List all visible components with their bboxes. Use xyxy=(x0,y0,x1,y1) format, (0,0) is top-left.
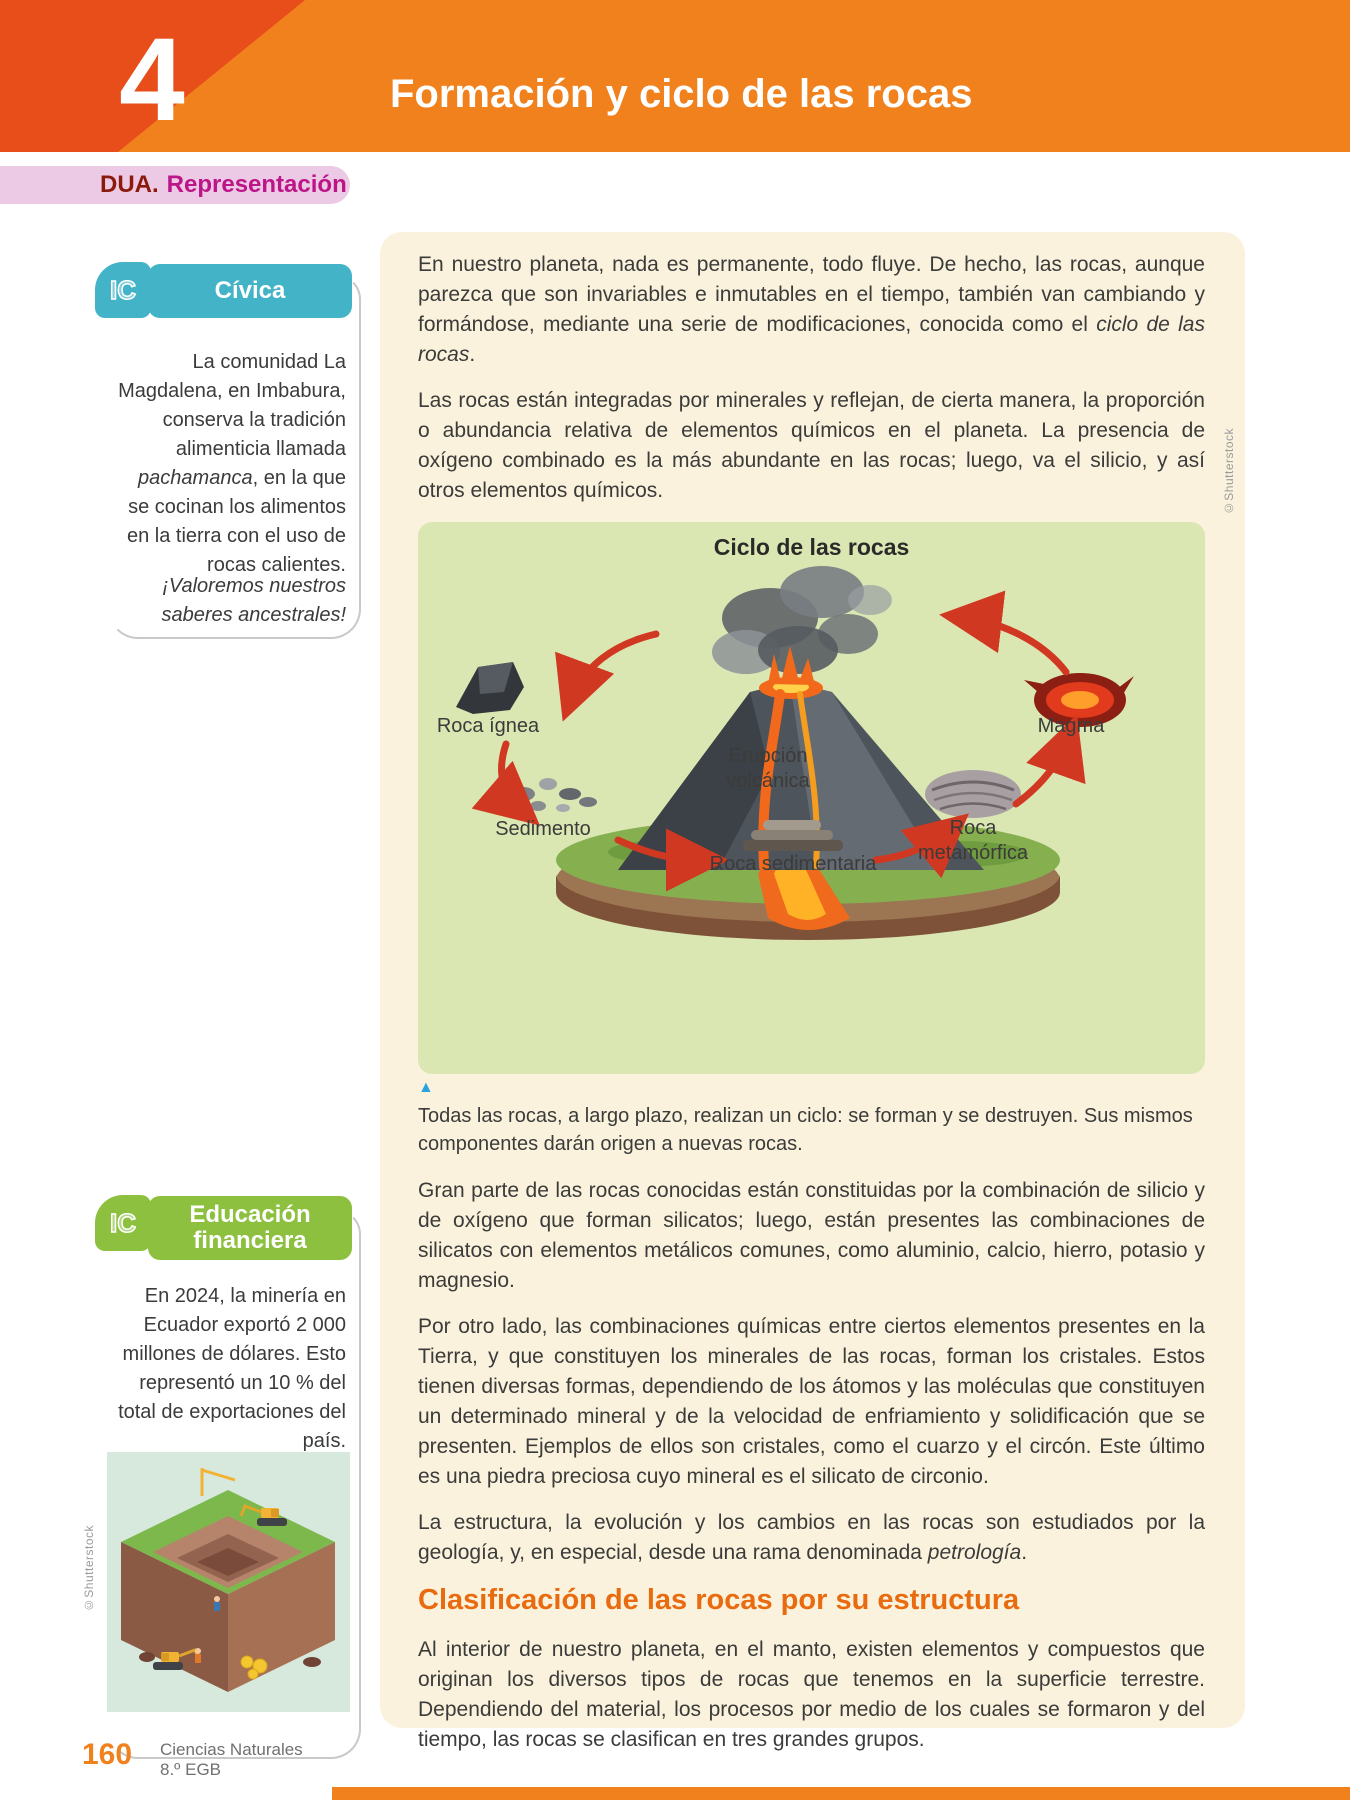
paragraph-6: Al interior de nuestro planeta, en el manto, existen elementos y compuestos que originan los diversos tipos de rocas que tenemos en la superficie terrestre. Dependiendo del material, los procesos por medio de los cuales se formaron y del tiempo, las rocas se clasifican en tres grandes grupos. xyxy=(418,1638,1205,1751)
bottom-accent-bar xyxy=(332,1787,1350,1800)
paragraph-2: Las rocas están integradas por minerales y reflejan, de cierta manera, la proporción o abundancia relativa de elementos químicos en el planeta. La presencia de oxígeno combinado es la más abundante en las rocas; luego, va el silicio, y así otros elementos químicos. xyxy=(418,389,1205,502)
paragraph-3: Gran parte de las rocas conocidas están constituidas por la combinación de silicio y de oxígeno que forman silicatos; luego, están presentes las combinaciones de silicatos con elementos metálicos comunes, como aluminio, calcio, hierro, potasio y magnesio. xyxy=(418,1179,1205,1292)
figure-image-credit xyxy=(1222,428,1236,520)
dua-label: DUA. xyxy=(100,171,159,198)
p5-before: La estructura, la evolución y los cambios en las rocas son estudiados por la geología, y, en especial, desde una rama denominada xyxy=(418,1511,1205,1564)
shutterstock-credit-text: ©Shutterstock xyxy=(1222,428,1236,516)
terrain-block xyxy=(121,1490,335,1692)
educacion-text: En 2024, la minería en Ecuador exportó 2 000 millones de dólares. Esto representó un 10 % del total de exportaciones del país. xyxy=(118,1285,346,1452)
p5-after: . xyxy=(1021,1541,1028,1564)
rock-cycle-figure xyxy=(418,522,1205,1074)
mining-illustration xyxy=(107,1452,350,1712)
sediment-pebbles xyxy=(511,778,597,812)
civica-text-before: La comunidad La Magdalena, en Imbabura, conserva la tradición alimenticia llamada xyxy=(118,351,346,460)
educacion-title: Educación financiera xyxy=(148,1196,352,1260)
metamorphic-rock xyxy=(925,770,1021,818)
page-title: Formación y ciclo de las rocas xyxy=(390,72,973,116)
page-number: 160 xyxy=(82,1738,133,1771)
civica-text-after: , en la que se cocinan los alimentos en la tierra con el uso de rocas calientes. xyxy=(126,467,346,576)
label-igneous-rock: Roca ígnea xyxy=(436,715,540,737)
dua-representation-label: Representación xyxy=(166,171,347,198)
p5-italic: petrología xyxy=(927,1541,1022,1564)
paragraph-5 xyxy=(418,1508,1205,1568)
civica-quote: ¡Valoremos nuestros saberes ancestrales! xyxy=(161,575,346,626)
p1-before: En nuestro planeta, nada es permanente, todo fluye. De hecho, las rocas, aunque parezca que son invariables e inmutables en el tiempo, también van cambiando y formándose, mediante una serie de modificaciones, conocida como el xyxy=(418,253,1205,336)
unit-number: 4 xyxy=(119,14,185,146)
p1-italic: ciclo de las rocas xyxy=(418,313,1205,366)
footer-course-name: Ciencias Naturales xyxy=(160,1740,303,1759)
label-magma: Magma xyxy=(1037,715,1105,737)
caption-triangle-icon: ▲ xyxy=(418,1079,434,1096)
paragraph-4: Por otro lado, las combinaciones químicas entre ciertos elementos presentes en la Tierra, y que constituyen los minerales de las rocas, forman los cristales. Estos tienen diversas formas, dependiendo de los átomos y las moléculas que constituyen un determinado mineral y de la velocidad de enfriamiento y solidificación que se presenten. Ejemplos de ellos son cristales, como el cuarzo y el circón. Este último es una piedra preciosa cuyo mineral es el silicato de circonio. xyxy=(418,1315,1205,1488)
mining-illustration-box xyxy=(107,1452,350,1712)
civica-text-italic: pachamanca xyxy=(138,467,253,489)
smoke-plume xyxy=(712,566,892,674)
civica-title: Cívica xyxy=(148,264,352,318)
main-content-panel xyxy=(380,232,1245,1751)
mining-image-credit xyxy=(82,1525,96,1617)
label-sediment: Sedimento xyxy=(495,818,591,840)
ic-educacion-icon: IC xyxy=(95,1195,151,1251)
rock-cycle-illustration xyxy=(418,522,1205,1074)
civica-text xyxy=(116,348,346,580)
igneous-rock xyxy=(456,662,524,714)
paragraph-1 xyxy=(418,250,1205,370)
label-metamorphic-rock: Roca metamórfica xyxy=(917,817,1029,864)
dua-band xyxy=(0,166,350,204)
label-volcanic-eruption: Erupción volcánica xyxy=(726,745,810,792)
shutterstock-credit-text: ©Shutterstock xyxy=(82,1525,96,1613)
figure-caption: Todas las rocas, a largo plazo, realizan un ciclo: se forman y se destruyen. Sus mismos componentes darán origen a nuevas rocas. xyxy=(418,1105,1193,1155)
ic-civica-icon: IC xyxy=(95,262,151,318)
footer-grade: 8.º EGB xyxy=(160,1760,222,1779)
label-sedimentary-rock: Roca sedimentaria xyxy=(709,853,877,875)
figure-title: Ciclo de las rocas xyxy=(713,534,910,560)
footer-course-info xyxy=(160,1740,303,1780)
p1-after: . xyxy=(469,343,476,366)
section-heading: Clasificación de las rocas por su estructura xyxy=(418,1584,1020,1616)
